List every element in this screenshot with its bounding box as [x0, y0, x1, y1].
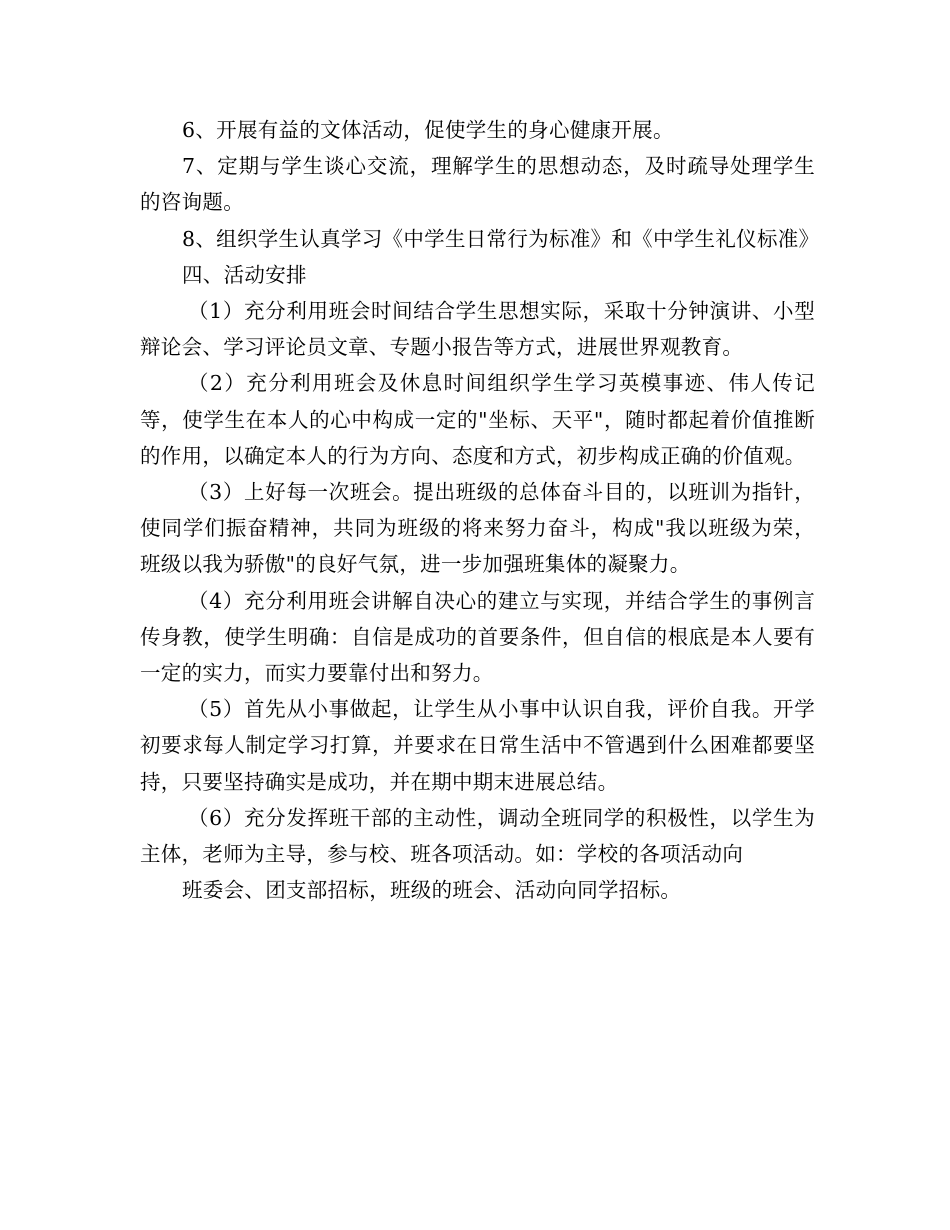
- paragraph-activity-5: （5）首先从小事做起，让学生从小事中认识自我，评价自我。开学初要求每人制定学习打算，并要求在日常生活中不管遇到什么困难都要坚持，只要坚持确实是成功，并在期中期末进展总结。: [140, 697, 815, 794]
- section-heading-activities: 四、活动安排: [182, 262, 307, 287]
- paragraph-activity-3: （3）上好每一次班会。提出班级的总体奋斗目的，以班训为指针，使同学们振奋精神，共同为班级的将来努力奋斗，构成"我以班级为荣，班级以我为骄傲"的良好气氛，进一步加强班集体的凝聚力。: [140, 480, 815, 577]
- paragraph-item-7: 7、定期与学生谈心交流，理解学生的思想动态，及时疏导处理学生的咨询题。: [140, 154, 815, 215]
- document-body: [140, 112, 820, 908]
- paragraph-activity-4: （4）充分利用班会讲解自决心的建立与实现，并结合学生的事例言传身教，使学生明确：自信是成功的首要条件，但自信的根底是本人要有一定的实力，而实力要靠付出和努力。: [140, 588, 815, 686]
- paragraph-activity-1: （1）充分利用班会时间结合学生思想实际，采取十分钟演讲、小型辩论会、学习评论员文章、专题小报告等方式，进展世界观教育。: [140, 299, 815, 360]
- paragraph-activity-2: （2）充分利用班会及休息时间组织学生学习英模事迹、伟人传记等，使学生在本人的心中构成一定的"坐标、天平"，随时都起着价值推断的作用，以确定本人的行为方向、态度和方式，初步构成正确的价值观。: [140, 371, 815, 468]
- paragraph-item-6: 6、开展有益的文体活动，促使学生的身心健康开展。: [182, 118, 674, 142]
- paragraph-activity-6-continuation: 班委会、团支部招标，班级的班会、活动向同学招标。: [182, 878, 682, 903]
- paragraph-activity-6: （6）充分发挥班干部的主动性，调动全班同学的积极性，以学生为主体，老师为主导，参与校、班各项活动。如：学校的各项活动向: [140, 805, 815, 867]
- paragraph-item-8: 8、组织学生认真学习《中学生日常行为标准》和《中学生礼仪标准》: [182, 226, 820, 251]
